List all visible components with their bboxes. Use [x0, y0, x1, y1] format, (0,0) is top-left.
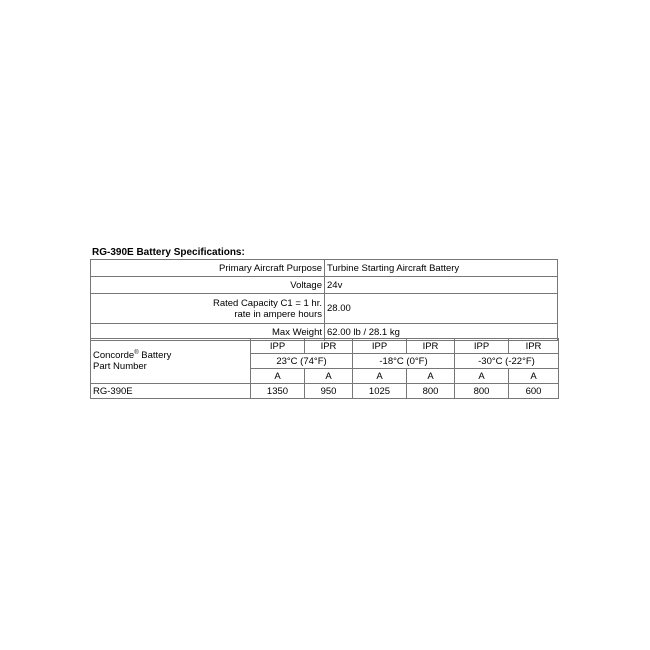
- value-cell: 800: [407, 384, 455, 399]
- spec-table: [90, 259, 558, 341]
- spec-label-line: rate in ampere hours: [234, 308, 322, 320]
- spec-value: 62.00 lb / 28.1 kg: [325, 324, 558, 341]
- unit-cell: A: [407, 369, 455, 384]
- spec-label: [91, 294, 325, 324]
- spec-label: Max Weight: [91, 324, 325, 341]
- spec-label: Primary Aircraft Purpose: [91, 260, 325, 277]
- unit-cell: A: [353, 369, 407, 384]
- current-header: IPR: [407, 339, 455, 354]
- spec-value: 28.00: [325, 294, 558, 324]
- spec-label-line: Rated Capacity C1 = 1 hr.: [212, 297, 322, 309]
- spec-value: 24v: [325, 277, 558, 294]
- temperature-header: 23°C (74°F): [251, 354, 353, 369]
- unit-cell: A: [305, 369, 353, 384]
- current-header: IPR: [305, 339, 353, 354]
- current-header: IPR: [509, 339, 559, 354]
- part-number-header: [91, 339, 251, 384]
- value-cell: 800: [455, 384, 509, 399]
- unit-cell: A: [455, 369, 509, 384]
- unit-cell: A: [251, 369, 305, 384]
- spec-row-voltage: [91, 277, 558, 294]
- value-cell: 1350: [251, 384, 305, 399]
- temperature-header: -18°C (0°F): [353, 354, 455, 369]
- performance-table: [90, 338, 559, 399]
- table-row: [91, 384, 559, 399]
- spec-heading: RG-390E Battery Specifications:: [92, 247, 245, 258]
- spec-label: Voltage: [91, 277, 325, 294]
- value-cell: 950: [305, 384, 353, 399]
- performance-header-row: [91, 339, 559, 354]
- unit-cell: A: [509, 369, 559, 384]
- part-number-header-line: Part Number: [93, 361, 147, 372]
- value-cell: 600: [509, 384, 559, 399]
- current-header: IPP: [455, 339, 509, 354]
- current-header: IPP: [251, 339, 305, 354]
- part-number-cell: RG-390E: [91, 384, 251, 399]
- current-header: IPP: [353, 339, 407, 354]
- part-number-header-line: Concorde® Battery: [93, 349, 172, 361]
- spec-value: Turbine Starting Aircraft Battery: [325, 260, 558, 277]
- spec-row-capacity: [91, 294, 558, 324]
- value-cell: 1025: [353, 384, 407, 399]
- spec-row-purpose: [91, 260, 558, 277]
- temperature-header: -30°C (-22°F): [455, 354, 559, 369]
